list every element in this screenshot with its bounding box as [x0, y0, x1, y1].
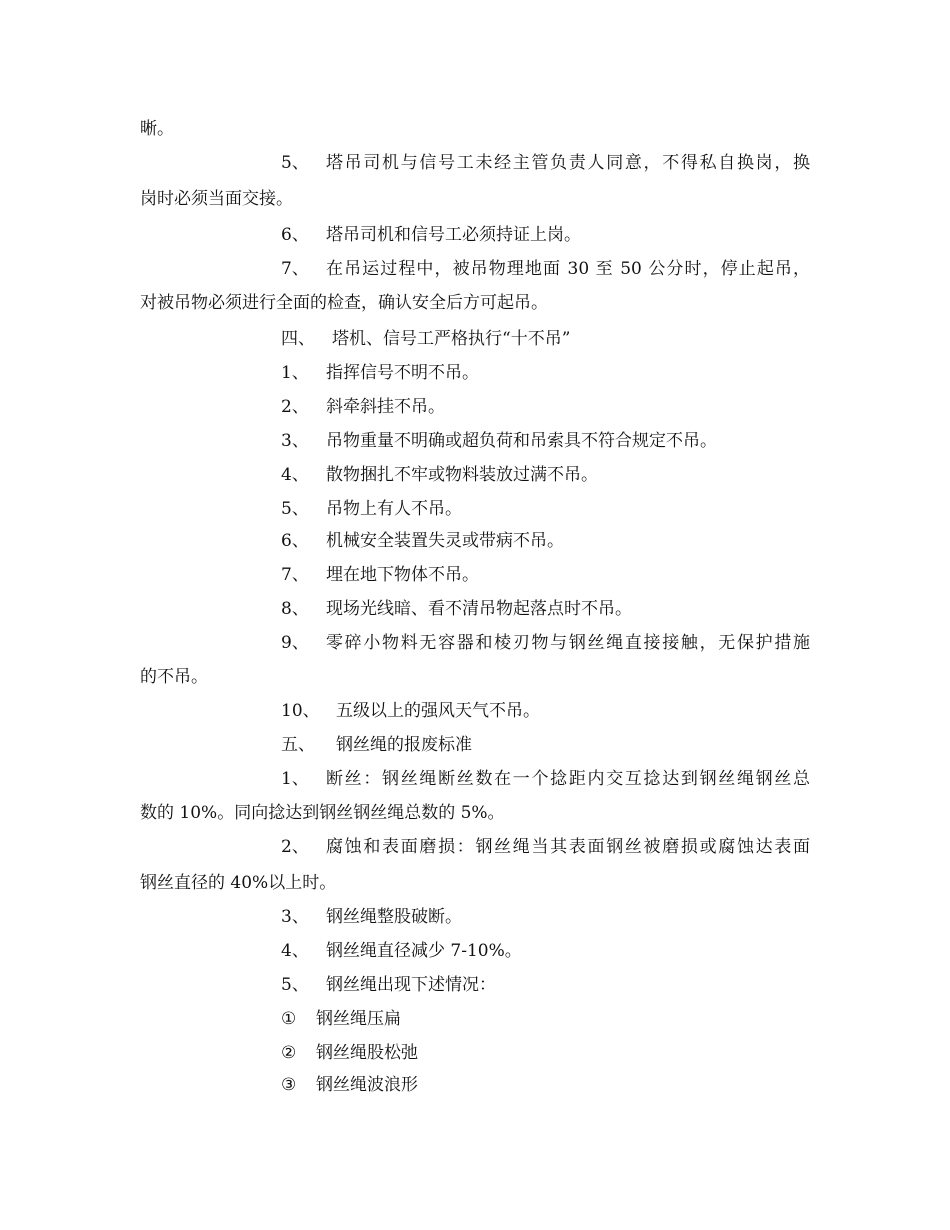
- paragraph-continuation: 岗时必须当面交接。: [140, 189, 293, 209]
- item-text: 钢丝绳整股破断。: [326, 907, 462, 927]
- item-number: 6、: [281, 531, 309, 551]
- sub-item-marker: ③: [281, 1075, 297, 1095]
- sub-item-marker: ②: [281, 1043, 297, 1063]
- item-number: 4、: [281, 941, 309, 961]
- section-heading: 塔机、信号工严格执行“十不吊”: [332, 329, 571, 349]
- item-text: 断丝：钢丝绳断丝数在一个捻距内交互捻达到钢丝绳钢丝总: [326, 769, 810, 789]
- sub-item-text: 钢丝绳波浪形: [316, 1075, 418, 1095]
- item-text: 钢丝绳直径减少 7-10%。: [326, 941, 522, 961]
- item-number: 5、: [281, 975, 309, 995]
- sub-item-text: 钢丝绳压扁: [316, 1009, 401, 1029]
- item-number: 5、: [281, 153, 309, 173]
- sub-item-marker: ①: [281, 1009, 297, 1029]
- item-text: 腐蚀和表面磨损：钢丝绳当其表面钢丝被磨损或腐蚀达表面: [326, 837, 810, 857]
- item-number: 4、: [281, 465, 309, 485]
- item-text: 现场光线暗、看不清吊物起落点时不吊。: [326, 599, 632, 619]
- item-number: 7、: [281, 565, 309, 585]
- item-text: 埋在地下物体不吊。: [326, 565, 479, 585]
- item-text: 五级以上的强风天气不吊。: [336, 701, 540, 721]
- item-text: 吊物上有人不吊。: [326, 499, 462, 519]
- sub-item-text: 钢丝绳股松弛: [316, 1043, 418, 1063]
- item-number: 5、: [281, 499, 309, 519]
- paragraph-continuation: 对被吊物必须进行全面的检查，确认安全后方可起吊。: [140, 293, 548, 313]
- item-text: 吊物重量不明确或超负荷和吊索具不符合规定不吊。: [326, 431, 717, 451]
- item-text: 机械安全装置失灵或带病不吊。: [326, 531, 564, 551]
- section-number: 五、: [281, 735, 315, 755]
- item-text: 斜牵斜挂不吊。: [326, 397, 445, 417]
- item-text: 钢丝绳出现下述情况：: [326, 975, 496, 995]
- item-text: 塔吊司机和信号工必须持证上岗。: [326, 225, 581, 245]
- item-number: 6、: [281, 225, 309, 245]
- paragraph-continuation: 钢丝直径的 40%以上时。: [140, 873, 337, 893]
- item-number: 7、: [281, 259, 309, 279]
- item-number: 2、: [281, 397, 309, 417]
- item-text: 零碎小物料无容器和棱刃物与钢丝绳直接接触，无保护措施: [326, 633, 810, 653]
- section-number: 四、: [281, 329, 315, 349]
- paragraph-continuation: 晰。: [140, 119, 174, 139]
- item-text: 散物捆扎不牢或物料装放过满不吊。: [326, 465, 598, 485]
- item-number: 1、: [281, 363, 309, 383]
- paragraph-continuation: 数的 10%。同向捻达到钢丝钢丝绳总数的 5%。: [140, 803, 505, 823]
- item-number: 2、: [281, 837, 309, 857]
- item-text: 塔吊司机与信号工未经主管负责人同意，不得私自换岗，换: [326, 153, 810, 173]
- item-number: 9、: [281, 633, 309, 653]
- item-text: 在吊运过程中，被吊物理地面 30 至 50 公分时，停止起吊，: [326, 259, 810, 279]
- item-number: 3、: [281, 431, 309, 451]
- item-number: 10、: [281, 701, 320, 721]
- item-number: 1、: [281, 769, 309, 789]
- paragraph-continuation: 的不吊。: [140, 667, 208, 687]
- item-number: 8、: [281, 599, 309, 619]
- section-heading: 钢丝绳的报废标准: [336, 735, 472, 755]
- item-number: 3、: [281, 907, 309, 927]
- item-text: 指挥信号不明不吊。: [326, 363, 479, 383]
